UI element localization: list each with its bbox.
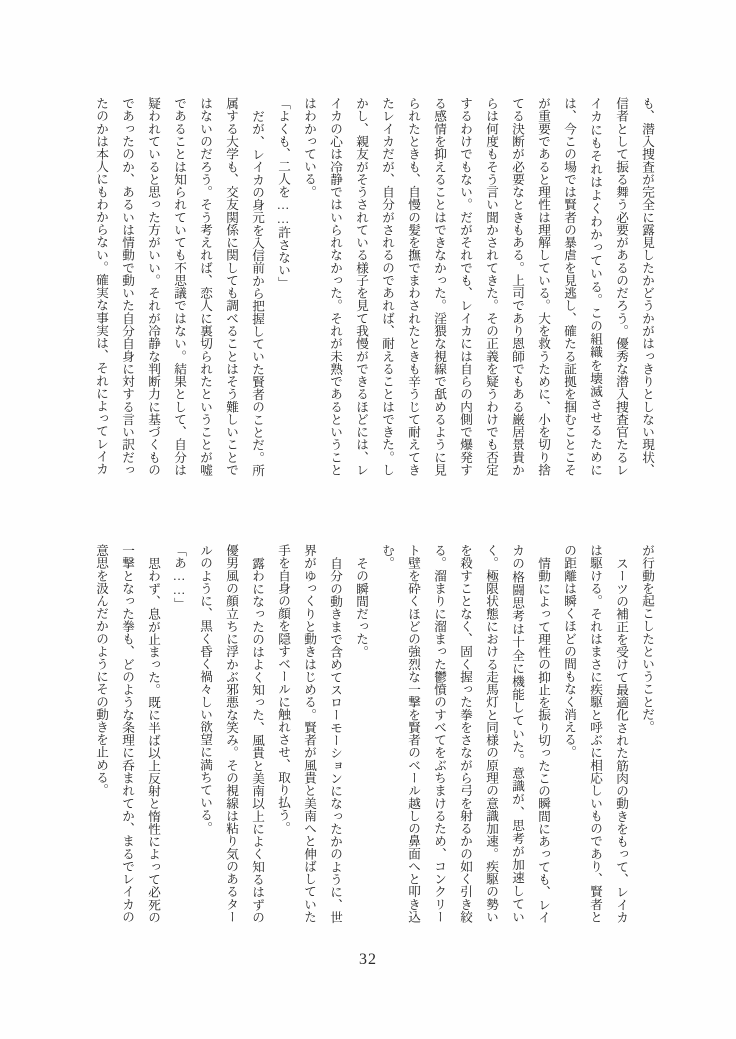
paragraph-continuation: が行動を起こしたということだ。 — [640, 544, 654, 733]
paragraph-continuation: も、潜入捜査が完全に露見したかどうかがはっきりとしない現状、信者として振る舞う必要があるのだろう。優秀な潜入捜査官たるレイカにもそれはよくわかっている。この組織を壊滅させるためには、今この場では賢者の暴虐を見逃し、確たる証拠を掴むことこそが重要であると理性は理解している。大を救うために、小を切り捨てる決断が必要なときもある。上司であり恩師でもある巌居景貴からは何度もそう言い聞かされてきた。その正義を疑うわけでも否定するわけでもない。だがそれでも、レイカには自らの内側で爆発する感情を抑えることはできなかった。淫猥な視線で舐めるように見られたときも、自慢の髪を撫でまわされたときも辛うじて耐えてきたレイカだが、自分がされるのであれば、耐えることはできた。しかし、親友がそうされている様子を見て我慢ができるほどには、レイカの心は冷静ではいられなかった。それが未熟であるということはわかっている。 — [302, 97, 654, 476]
paragraph: その瞬間だった。 — [354, 556, 368, 658]
paragraph: スーツの補正を受けて最適化された筋肉の動きをもって、レイカは駆ける。それはまさに疾駆と呼ぶに相応しいものであり、賢者との距離は瞬くほどの間もなく消える。 — [562, 544, 628, 923]
dialogue-line: 「あ……」 — [172, 544, 186, 610]
paragraph: 自分の動きまで含めてスローモーションになったかのように、世界がゆっくりと動きはじめる。賢者が風貴と美南へと伸ばしていた手を自身の顔を隠すベールに触れさせ、取り払う。 — [276, 544, 342, 923]
lower-text-block — [80, 544, 660, 923]
upper-text-block — [80, 97, 660, 476]
paragraph: 情動によって理性の抑止を振り切ったこの瞬間にあっても、レイカの格闘思考は十全に機能していた。意識が、思考が加速していく。極限状態における走馬灯と同様の原理の意識加速。疾駆の勢いを殺すことなく、固く握った拳をさながら弓を射るかの如く引き絞る。溜まりに溜まった鬱憤のすべてをぶちまけるため、コンクリート壁を砕くほどの強烈な一撃を賢者のベール越しの鼻面へと叩き込む。 — [380, 544, 550, 923]
paragraph: 露わになったのはよく知った、風貴と美南以上によく知るはずの優男風の顔立ちに浮かぶ邪悪な笑み。その視線は粘り気のあるタールのように、黒く昏く禍々しい欲望に満ちている。 — [198, 544, 264, 923]
paragraph: だが、レイカの身元を入信前から把握していた賢者のことだ。所属する大学も、交友関係に関しても調べることはそう難しいことではないのだろう。そう考えれば、恋人に裏切られたということが嘘であることは知られていても不思議ではない。結果として、自分は疑われていると思った方がいい。それが冷静な判断力に基づくものであったのか、あるいは情動で動いた自分自身に対する言い訳だったのかは本人にもわからない。確実な事実は、それによってレイカ — [94, 97, 264, 476]
page-number: 32 — [359, 951, 377, 968]
dialogue-line: 「よくも、二人を……許さない」 — [276, 97, 290, 289]
paragraph: 思わず、息が止まった。既に半ば以上反射と惰性によって必死の一撃となった拳も、どのような条理に呑まれてか、まるでレイカの意思を汲んだかのようにその動きを止める。 — [94, 544, 160, 923]
